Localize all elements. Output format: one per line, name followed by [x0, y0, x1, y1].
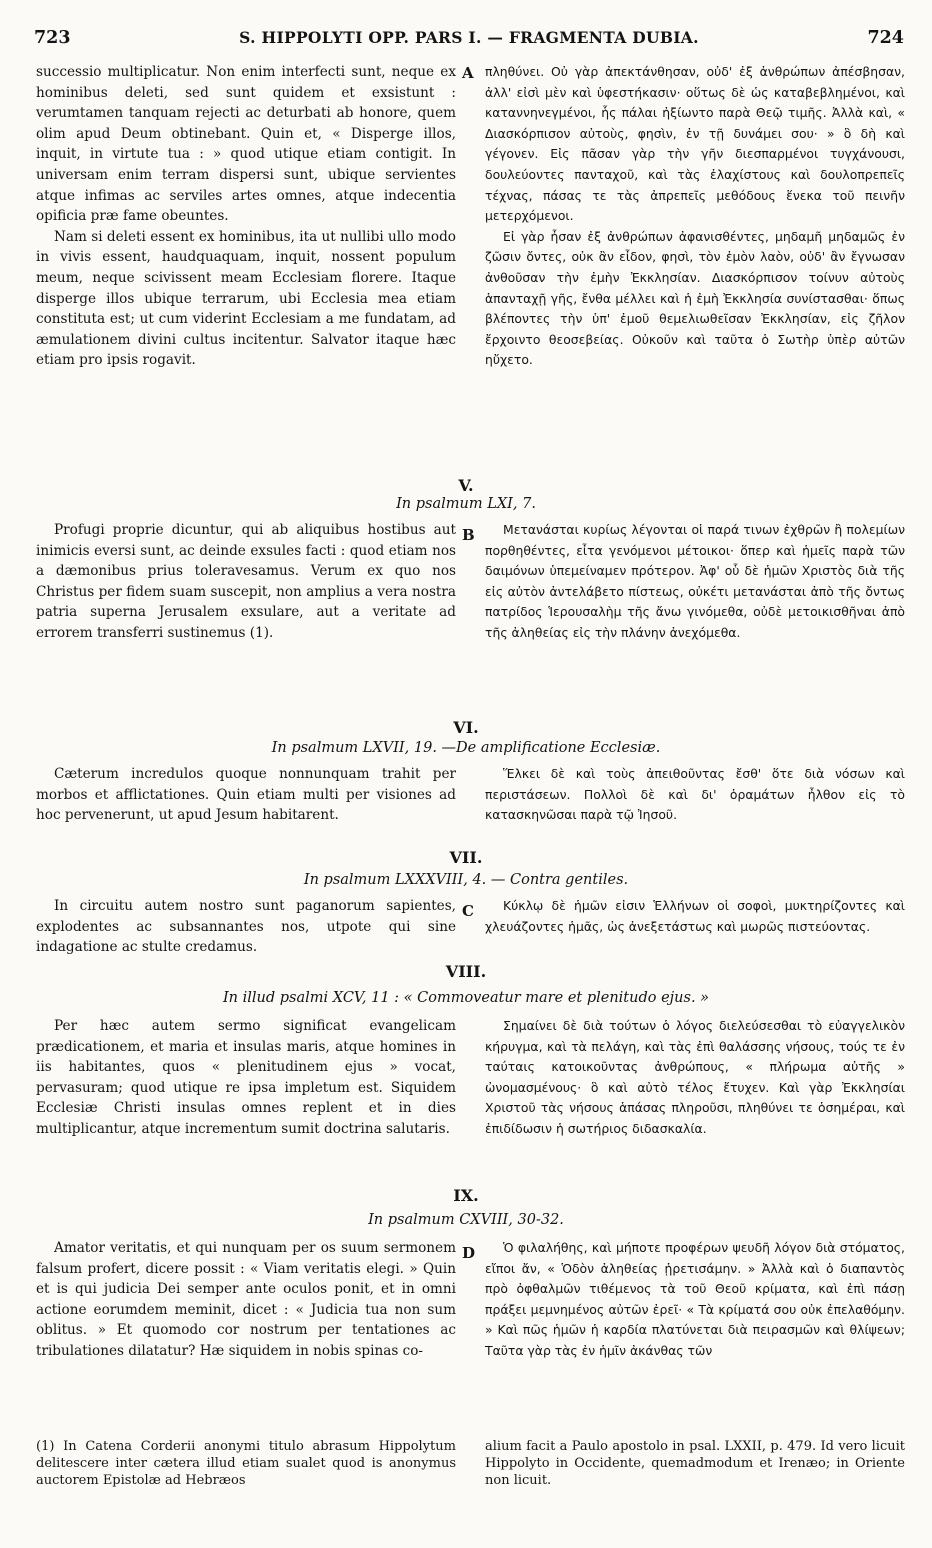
greek-paragraph: Ἕλκει δὲ καὶ τοὺς ἀπειθοῦντας ἔσθ' ὅτε διὰ νόσων καὶ περιστάσεων. Πολλοὶ δὲ καὶ δι' ὁραμάτων ἦλθον εἰς τὸ κατασκηνῶσαι παρὰ τῷ Ἰησοῦ. — [485, 766, 905, 823]
greek-paragraph: Εἰ γὰρ ἦσαν ἐξ ἀνθρώπων ἀφανισθέντες, μηδαμῆ μηδαμῶς ἐν ζῶσιν ὄντες, οὐκ ἂν εἶδον, φησὶ, τὸν ἐμὸν λαὸν, οὐδ' ἂν ἔγνωσαν ἀνθοῦσαν τὴν ἐμὴν Ἐκκλησίαν. Διασκόρπισον τοίνυν αὐτοὺς ἁπανταχῇ γῆς, ἔνθα μέλλει καὶ ἡ ἐμὴ Ἐκκλησία συνίστασθαι· ὅπως βλέποντες τὴν ὑπ' ἐμοῦ θεμελιωθεῖσαν Ἐκκλησίαν, εἰς ζῆλον ἔρχοιντο θεοσεβείας. Οὐκοῦν καὶ ταῦτα ὁ Σωτὴρ ὑπὲρ αὐτῶν ηὔχετο. — [485, 228, 905, 368]
latin-section-vii — [36, 896, 456, 958]
greek-paragraph: Ὁ φιλαλήθης, καὶ μήποτε προφέρων ψευδῆ λόγον διὰ στόματος, εἴποι ἄν, « Ὁδὸν ἀληθείας ᾑρετισάμην. » Ἀλλὰ καὶ ὁ διαπαντὸς πρὸ ὀφθαλμῶν τιθέμενος τὰ τοῦ Θεοῦ κρίματα, καὶ ἐπὶ πάσῃ πράξει μεμνημένος αὐτῶν ἐρεῖ· « Τὰ κρίματά σου οὐκ ἐπελαθόμην. » Καὶ πῶς ἡμῶν ἡ καρδία πλατύνεται διὰ πειρασμῶν καὶ θλίψεων; Ταῦτα γὰρ τὰς ἐν ἡμῖν ἀκάνθας τῶν — [485, 1240, 905, 1358]
latin-paragraph: Profugi proprie dicuntur, qui ab aliquibus hostibus aut inimicis eversi sunt, ac deinde exsules facti : quod etiam nos a dæmonibus prius toleravesamus. Verum ex quo nos Christus per fidem suam suscepit, non amplius a vera nostra patria superna Jerusalem exsulare, aut a veritate ad errorem transferri sustinemus (1). — [36, 522, 456, 641]
section-heading-v: In psalmum LXI, 7. — [396, 496, 536, 512]
margin-marker-b: B — [462, 526, 475, 544]
margin-marker-c: C — [462, 902, 474, 920]
section-numeral-vi: VI. — [453, 718, 479, 737]
greek-paragraph: Μετανάσται κυρίως λέγονται οἱ παρά τινων ἐχθρῶν ἢ πολεμίων πορθηθέντες, εἶτα γενόμενοι μέτοικοι· ὅπερ καὶ ἡμεῖς παρὰ τῶν δαιμόνων ὑπεμείναμεν πρότερον. Ἀφ' οὗ δὲ ἡμῶν Χριστὸς διὰ τῆς εἰς αὐτὸν ἀντελάβετο πίστεως, οὐκέτι μετανάσται ἀπὸ τῆς ὄντως πατρίδος Ἱερουσαλὴμ τῆς ἄνω γινόμεθα, οὐδὲ μετοικισθῆναι ἀπὸ τῆς ἀληθείας εἰς τὴν πλάνην ἀνεχόμεθα. — [485, 522, 905, 640]
section-heading-viii: In illud psalmi XCV, 11 : « Commoveatur mare et plenitudo ejus. » — [222, 990, 710, 1006]
greek-section-v — [485, 520, 905, 644]
greek-section-vi — [485, 764, 905, 826]
section-numeral-ix: IX. — [453, 1186, 479, 1205]
latin-paragraph: In circuitu autem nostro sunt paganorum sapientes, explodentes ac subsannantes nos, utpote qui sine indagatione ac stulte credamus. — [36, 898, 456, 956]
section-numeral-v: V. — [458, 476, 474, 495]
margin-marker-d: D — [462, 1244, 476, 1262]
latin-section-ix — [36, 1238, 456, 1362]
latin-continuation — [36, 62, 456, 371]
greek-paragraph: πληθύνει. Οὐ γὰρ ἀπεκτάνθησαν, οὐδ' ἐξ ἀνθρώπων ἀπέσβησαν, ἀλλ' εἰσὶ μὲν καὶ ὑφεστήκασιν· οὕτως δὲ ὡς καταβεβλημένοι, καὶ καταννηνεγμένοι, ἧς πάλαι ἠξίωντο παρὰ Θεῷ τιμῆς. Ἀλλὰ καὶ, « Διασκόρπισον αὐτοὺς, φησὶν, ἐν τῇ δυνάμει σου· » ὃ δὴ καὶ γέγονεν. Εἰς πᾶσαν γὰρ τὴν γῆν διεσπαρμένοι τυγχάνουσι, δουλεύοντες πανταχοῦ, καὶ τὰς ἐλαχίστους καὶ δουλοπρεπεῖς τέχνας, πάσας τε τὰς ἀπρεπεῖς μεθόδους ἕνεκα τοῦ πεινῆν μετερχόμενοι. — [485, 64, 905, 224]
right-column-number: 724 — [867, 28, 904, 48]
margin-marker-a: A — [462, 64, 474, 82]
greek-section-viii — [485, 1016, 905, 1140]
running-title: S. HIPPOLYTI OPP. PARS I. — FRAGMENTA DUBIA. — [239, 28, 699, 47]
latin-section-viii — [36, 1016, 456, 1140]
latin-paragraph: Nam si deleti essent ex hominibus, ita ut nullibi ullo modo in vivis essent, haudquaquam, inquit, nossent populum meum, neque scivissent meam Ecclesiam florere. Itaque disperge illos ubique terrarum, ubi Ecclesia mea etiam constituta est; ut cum viderint Ecclesiam a me fundatam, ad æmulationem divini cultus incitentur. Salvator itaque hæc etiam pro ipsis rogavit. — [36, 228, 456, 369]
section-numeral-vii: VII. — [449, 848, 483, 867]
footnote-right: alium facit a Paulo apostolo in psal. LXXII, p. 479. Id vero licuit Hippolyto in Occidente, quemadmodum et Irenæo; in Oriente non licuit. — [485, 1439, 905, 1488]
running-header — [34, 28, 904, 54]
latin-section-vi — [36, 764, 456, 826]
latin-paragraph: Per hæc autem sermo significat evangelicam prædicationem, et maria et insulas maris, atque homines in iis habitantes, quos « plenitudinem ejus » vocat, pervasuram; quod utique re ipsa impletum est. Siquidem Ecclesiæ Christi insulas omnes replent et in dies multiplicantur, atque incrementum sumit doctrina salutaris. — [36, 1018, 456, 1137]
latin-paragraph: Cæterum incredulos quoque nonnunquam trahit per morbos et afflictationes. Quin etiam multi per visiones ad hoc pervenerunt, ut apud Jesum habitarent. — [36, 766, 456, 824]
left-column-number: 723 — [34, 28, 71, 48]
latin-paragraph: Amator veritatis, et qui nunquam per os suum sermonem falsum profert, dicere possit : « Viam veritatis elegi. » Quin et is qui judicia Dei semper ante oculos ponit, et in omni actione eorumdem meminit, dicet : « Judicia tua non sum oblitus. » Et quomodo cor nostrum per tentationes ac tribulationes dilatatur? Hæ siquidem in nobis spinas co- — [36, 1240, 456, 1359]
greek-section-ix — [485, 1238, 905, 1362]
latin-paragraph: successio multiplicatur. Non enim interfecti sunt, neque ex hominibus deleti, sed sunt quidem et exsistunt : verumtamen tanquam rejecti ac deturbati ab honore, quem olim apud Deum obtinebant. Quin et, « Disperge illos, inquit, in virtute tua : » quod utique etiam contigit. In universam enim terram dispersi sunt, ubique servientes atque infimas ac serviles artes omnes, atque indecentia opificia præ fame obeuntes. — [36, 64, 456, 225]
greek-continuation — [485, 62, 905, 371]
footnote-left: (1) In Catena Corderii anonymi titulo abrasum Hippolytum delitescere inter cætera illud etiam sualet quod is anonymus auctorem Epistolæ ad Hebræos — [36, 1439, 456, 1488]
greek-paragraph: Σημαίνει δὲ διὰ τούτων ὁ λόγος διελεύσεσθαι τὸ εὐαγγελικὸν κήρυγμα, καὶ τὰ πελάγη, καὶ τὰς ἐπὶ θαλάσσης νήσους, τούς τε ἐν ταύταις κατοικοῦντας ἀνθρώπους, « πλήρωμα αὐτῆς » ὠνομασμένους· ὃ καὶ αὐτὸ τέλος ἔτυχεν. Καὶ γὰρ Ἐκκλησίαι Χριστοῦ τὰς νήσους ἁπάσας πληροῦσι, πληθύνει τε ὁσημέραι, καὶ ἐπιδίδωσιν ἡ σωτήριος διδασκαλία. — [485, 1018, 905, 1136]
greek-section-vii — [485, 896, 905, 937]
section-numeral-viii: VIII. — [445, 962, 487, 981]
latin-section-v — [36, 520, 456, 644]
section-heading-ix: In psalmum CXVIII, 30-32. — [368, 1212, 564, 1228]
section-heading-vii: In psalmum LXXXVIII, 4. — Contra gentiles. — [303, 872, 629, 888]
section-heading-vi: In psalmum LXVII, 19. —De amplificatione Ecclesiæ. — [271, 740, 661, 756]
greek-paragraph: Κύκλῳ δὲ ἡμῶν εἰσιν Ἑλλήνων οἱ σοφοὶ, μυκτηρίζοντες καὶ χλευάζοντες ἡμᾶς, ὡς ἀνεξετάστως καὶ μωρῶς πιστεύοντας. — [485, 898, 905, 934]
